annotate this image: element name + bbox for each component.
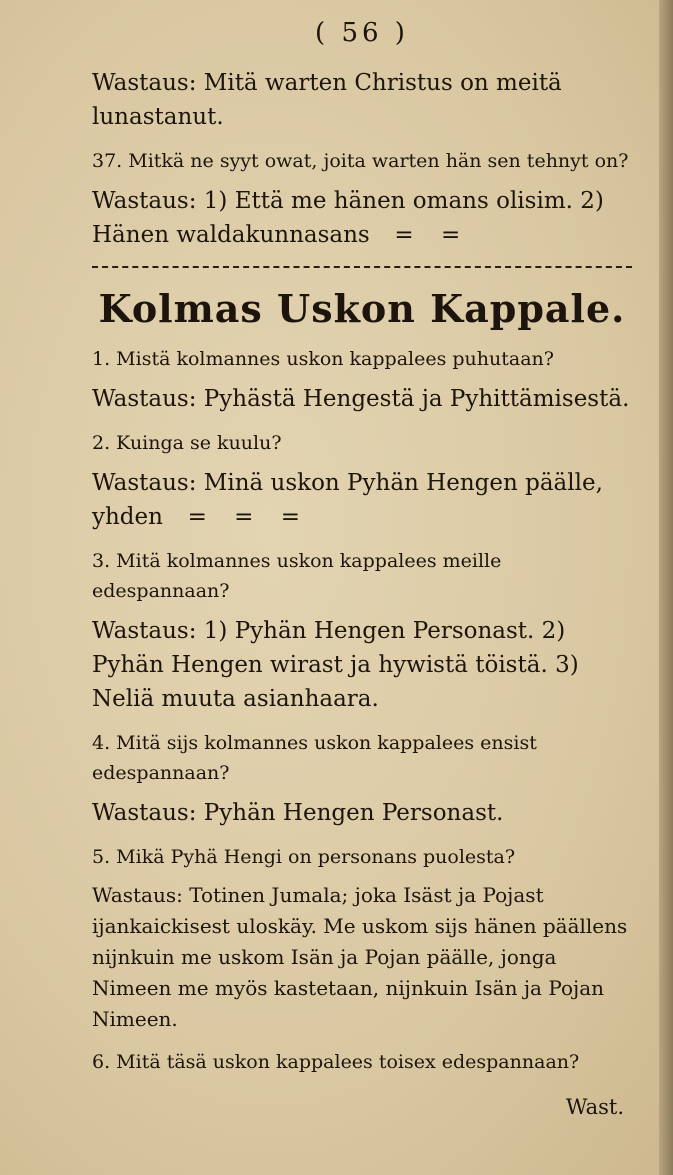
page-content — [92, 18, 632, 1140]
question-1: 1. Mistä kolmannes uskon kappalees puhutaan? — [92, 348, 554, 370]
answer-37-text: Wastaus: 1) Että me hänen omans olisim. 2) Hänen waldakunnasans — [92, 188, 604, 248]
answer-2 — [92, 466, 632, 534]
answer-3: Wastaus: 1) Pyhän Hengen Personast. 2) Pyhän Hengen wirast ja hywistä töistä. 3) Neliä muuta asianhaara. — [92, 618, 579, 712]
section-divider — [92, 266, 632, 268]
answer-4: Wastaus: Pyhän Hengen Personast. — [92, 800, 504, 826]
question-37: 37. Mitkä ne syyt owat, joita warten hän sen tehnyt on? — [92, 150, 629, 172]
answer-2-text: Wastaus: Minä uskon Pyhän Hengen päälle, yhden — [92, 470, 603, 530]
answer-1: Wastaus: Pyhästä Hengestä ja Pyhittämisestä. — [92, 386, 630, 412]
question-3: 3. Mitä kolmannes uskon kappalees meille edespannaan? — [92, 550, 502, 602]
question-4: 4. Mitä sijs kolmannes uskon kappalees ensist edespannaan? — [92, 732, 537, 784]
answer-redemption: Wastaus: Mitä warten Christus on meitä lunastanut. — [92, 70, 562, 130]
section-heading: Kolmas Uskon Kappale. — [98, 286, 626, 331]
ellipsis-marks: = = — [377, 222, 471, 248]
question-5: 5. Mikä Pyhä Hengi on personans puolesta? — [92, 846, 516, 868]
catchword: Wast. — [565, 1095, 624, 1119]
page-spine-shadow — [659, 0, 673, 1175]
answer-37 — [92, 184, 632, 252]
question-2: 2. Kuinga se kuulu? — [92, 432, 282, 454]
answer-5: Wastaus: Totinen Jumala; joka Isäst ja Pojast ijankaickisest uloskäy. Me uskom sijs hänen päällens nijnkuin me uskom Isän ja Pojan päälle, jonga Nimeen me myös kastetaan, nijnkuin Isän ja Pojan Nimeen. — [92, 883, 628, 1031]
ellipsis-marks: = = = — [170, 504, 311, 530]
page-number: ( 56 ) — [315, 18, 409, 48]
question-6: 6. Mitä täsä uskon kappalees toisex edespannaan? — [92, 1051, 580, 1073]
